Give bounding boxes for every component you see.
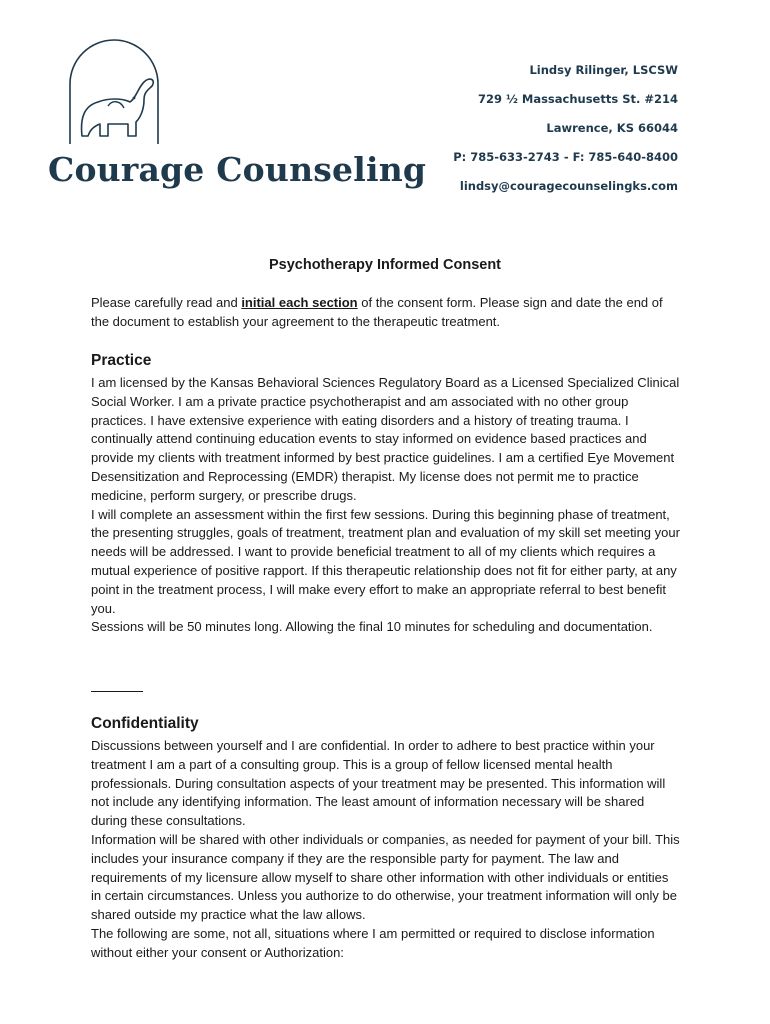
- practice-paragraph: I am licensed by the Kansas Behavioral Sciences Regulatory Board as a Licensed Specialized Clinical Social Worker. I am a private practice psychotherapist and am associated with no other group practices. I have extensive experience with eating disorders and a history of treating trauma. I continually attend continuing education events to stay informed on evidence based practices and provide my clients with treatment informed by best practice guidelines. I am a certified Eye Movement Desensitization and Reprocessing (EMDR) therapist. My license does not permit me to practice medicine, perform surgery, or prescribe drugs.: [91, 375, 680, 503]
- confidentiality-paragraph: Information will be shared with other individuals or companies, as needed for payment of your bill. This includes your insurance company if they are the responsible party for payment. The law and requirements of my licensure allow myself to share other information with other individuals or entities in certain circumstances. Unless you authorize to do otherwise, your treatment information will only be shared outside my practice what the law allows.: [91, 831, 680, 923]
- intro-text-after: of the consent form. Please sign and date the end of the document to establish your agreement to the therapeutic treatment.: [91, 295, 663, 329]
- contact-name: Lindsy Rilinger, LSCSW: [529, 63, 678, 77]
- confidentiality-heading: Confidentiality: [91, 715, 199, 732]
- contact-address: 729 ½ Massachusetts St. #214: [477, 92, 678, 106]
- document-title: Psychotherapy Informed Consent: [268, 257, 502, 273]
- intro-text-before: Please carefully read and: [91, 295, 242, 310]
- initial-line[interactable]: [91, 691, 143, 692]
- confidentiality-section: [91, 737, 681, 963]
- practice-paragraph: I will complete an assessment within the first few sessions. During this beginning phase of treatment, the presenting struggles, goals of treatment, treatment plan and evaluation of my skill set meeting your needs will be addressed. I want to provide beneficial treatment to all of my clients which requires a mutual experience of positive rapport. If this therapeutic relationship does not fit for either party, at any point in the treatment process, I will make every effort to make an appropriate referral to best benefit you.: [91, 506, 680, 616]
- confidentiality-paragraph: The following are some, not all, situations where I am permitted or required to disclose information without either your consent or Authorization:: [91, 925, 655, 960]
- intro-emphasis: initial each section: [241, 295, 358, 310]
- contact-city: Lawrence, KS 66044: [546, 121, 678, 135]
- practice-paragraph: Sessions will be 50 minutes long. Allowing the final 10 minutes for scheduling and documentation.: [91, 619, 653, 635]
- contact-email[interactable]: lindsy@couragecounselingks.com: [459, 179, 678, 193]
- confidentiality-paragraph: Discussions between yourself and I are confidential. In order to adhere to best practice within your treatment I am a part of a consulting group. This is a group of fellow licensed mental health professionals. During consultation aspects of your treatment may be presented. This information will not include any identifying information. The least amount of information necessary will be shared during these consultations.: [91, 738, 666, 829]
- practice-section: [91, 374, 681, 637]
- brand-name: Courage Counseling: [48, 150, 427, 189]
- elephant-logo-icon: [64, 36, 164, 148]
- contact-block: [453, 62, 678, 207]
- contact-phone-fax: P: 785-633-2743 - F: 785-640-8400: [453, 150, 678, 164]
- practice-heading: Practice: [91, 352, 152, 369]
- intro-paragraph: [91, 294, 681, 332]
